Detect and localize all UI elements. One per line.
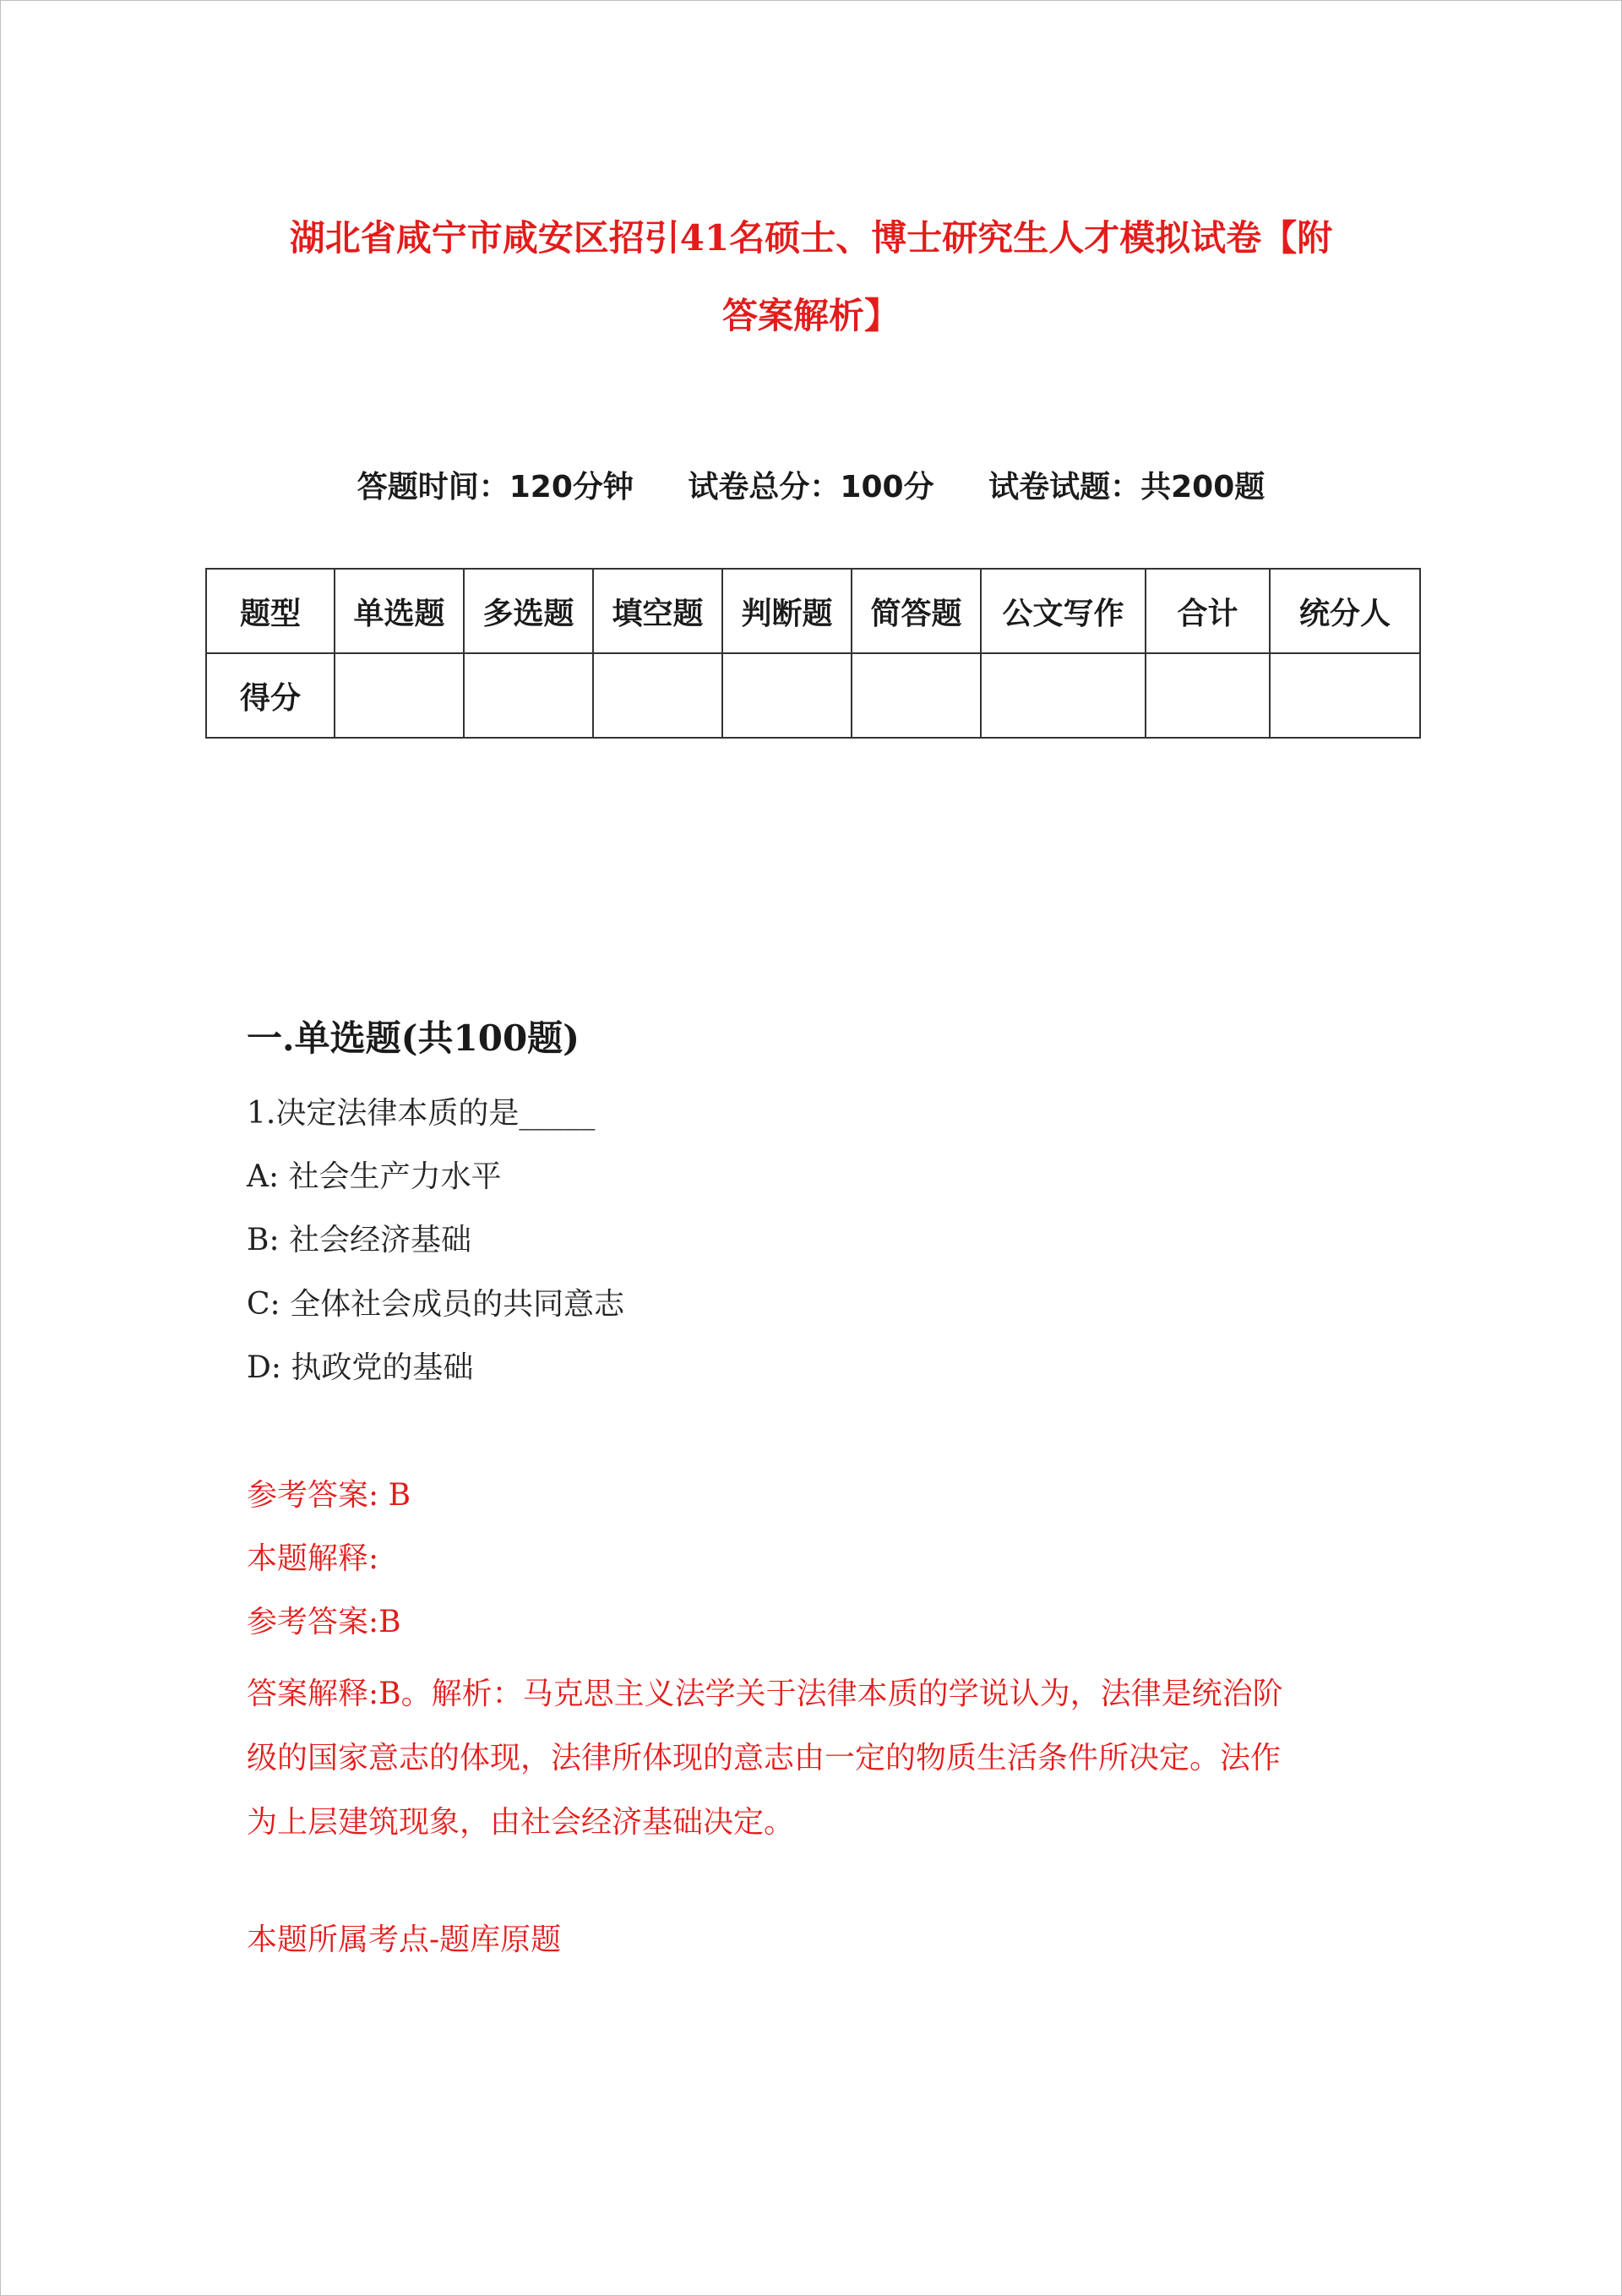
score-row-label: 得分: [206, 653, 335, 738]
score-cell: [981, 653, 1146, 738]
score-table-header-row: [206, 569, 1420, 653]
score-cell: [852, 653, 981, 738]
score-cell: [593, 653, 722, 738]
reference-answer: 参考答案: B: [247, 1478, 411, 1513]
exam-question-count: 试卷试题：共200题: [988, 470, 1265, 504]
knowledge-point: 本题所属考点-题库原题: [247, 1922, 562, 1957]
score-cell: [1146, 653, 1270, 738]
score-table: [205, 568, 1421, 739]
explanation-line: 级的国家意志的体现，法律所体现的意志由一定的物质生活条件所决定。法作: [247, 1741, 1282, 1775]
exam-time: 答题时间：120分钟: [357, 470, 634, 504]
header-cell: 判断题: [722, 569, 852, 653]
header-cell: 统分人: [1270, 569, 1420, 653]
header-cell: 填空题: [593, 569, 722, 653]
score-cell: [335, 653, 464, 738]
option-a: A: 社会生产力水平: [247, 1159, 502, 1194]
exam-info: [0, 463, 1622, 506]
score-table-score-row: [206, 653, 1420, 738]
option-b: B: 社会经济基础: [247, 1223, 472, 1257]
explanation-label: 本题解释:: [247, 1541, 379, 1576]
answer-explanation: [247, 1662, 1370, 1855]
header-cell: 多选题: [464, 569, 593, 653]
header-cell: 简答题: [852, 569, 981, 653]
header-cell: 单选题: [335, 569, 464, 653]
score-cell: [1270, 653, 1420, 738]
exam-total-score: 试卷总分：100分: [688, 470, 934, 504]
question-stem: 1.决定法律本质的是_____: [247, 1096, 596, 1131]
score-cell: [722, 653, 852, 738]
document-title: [220, 199, 1402, 355]
title-line-1: 湖北省咸宁市咸安区招引41名硕士、博士研究生人才模拟试卷【附: [289, 217, 1333, 259]
explanation-line: 答案解释:B。解析：马克思主义法学关于法律本质的学说认为，法律是统治阶: [247, 1677, 1283, 1711]
reference-answer-2: 参考答案:B: [247, 1605, 401, 1639]
section-heading: 一.单选题(共100题): [247, 1017, 580, 1059]
header-cell: 题型: [206, 569, 335, 653]
header-cell: 合计: [1146, 569, 1270, 653]
option-c: C: 全体社会成员的共同意志: [247, 1287, 625, 1322]
score-cell: [464, 653, 593, 738]
option-d: D: 执政党的基础: [247, 1350, 474, 1385]
title-line-2: 答案解析】: [721, 295, 900, 336]
header-cell: 公文写作: [981, 569, 1146, 653]
explanation-line: 为上层建筑现象，由社会经济基础决定。: [247, 1805, 795, 1840]
